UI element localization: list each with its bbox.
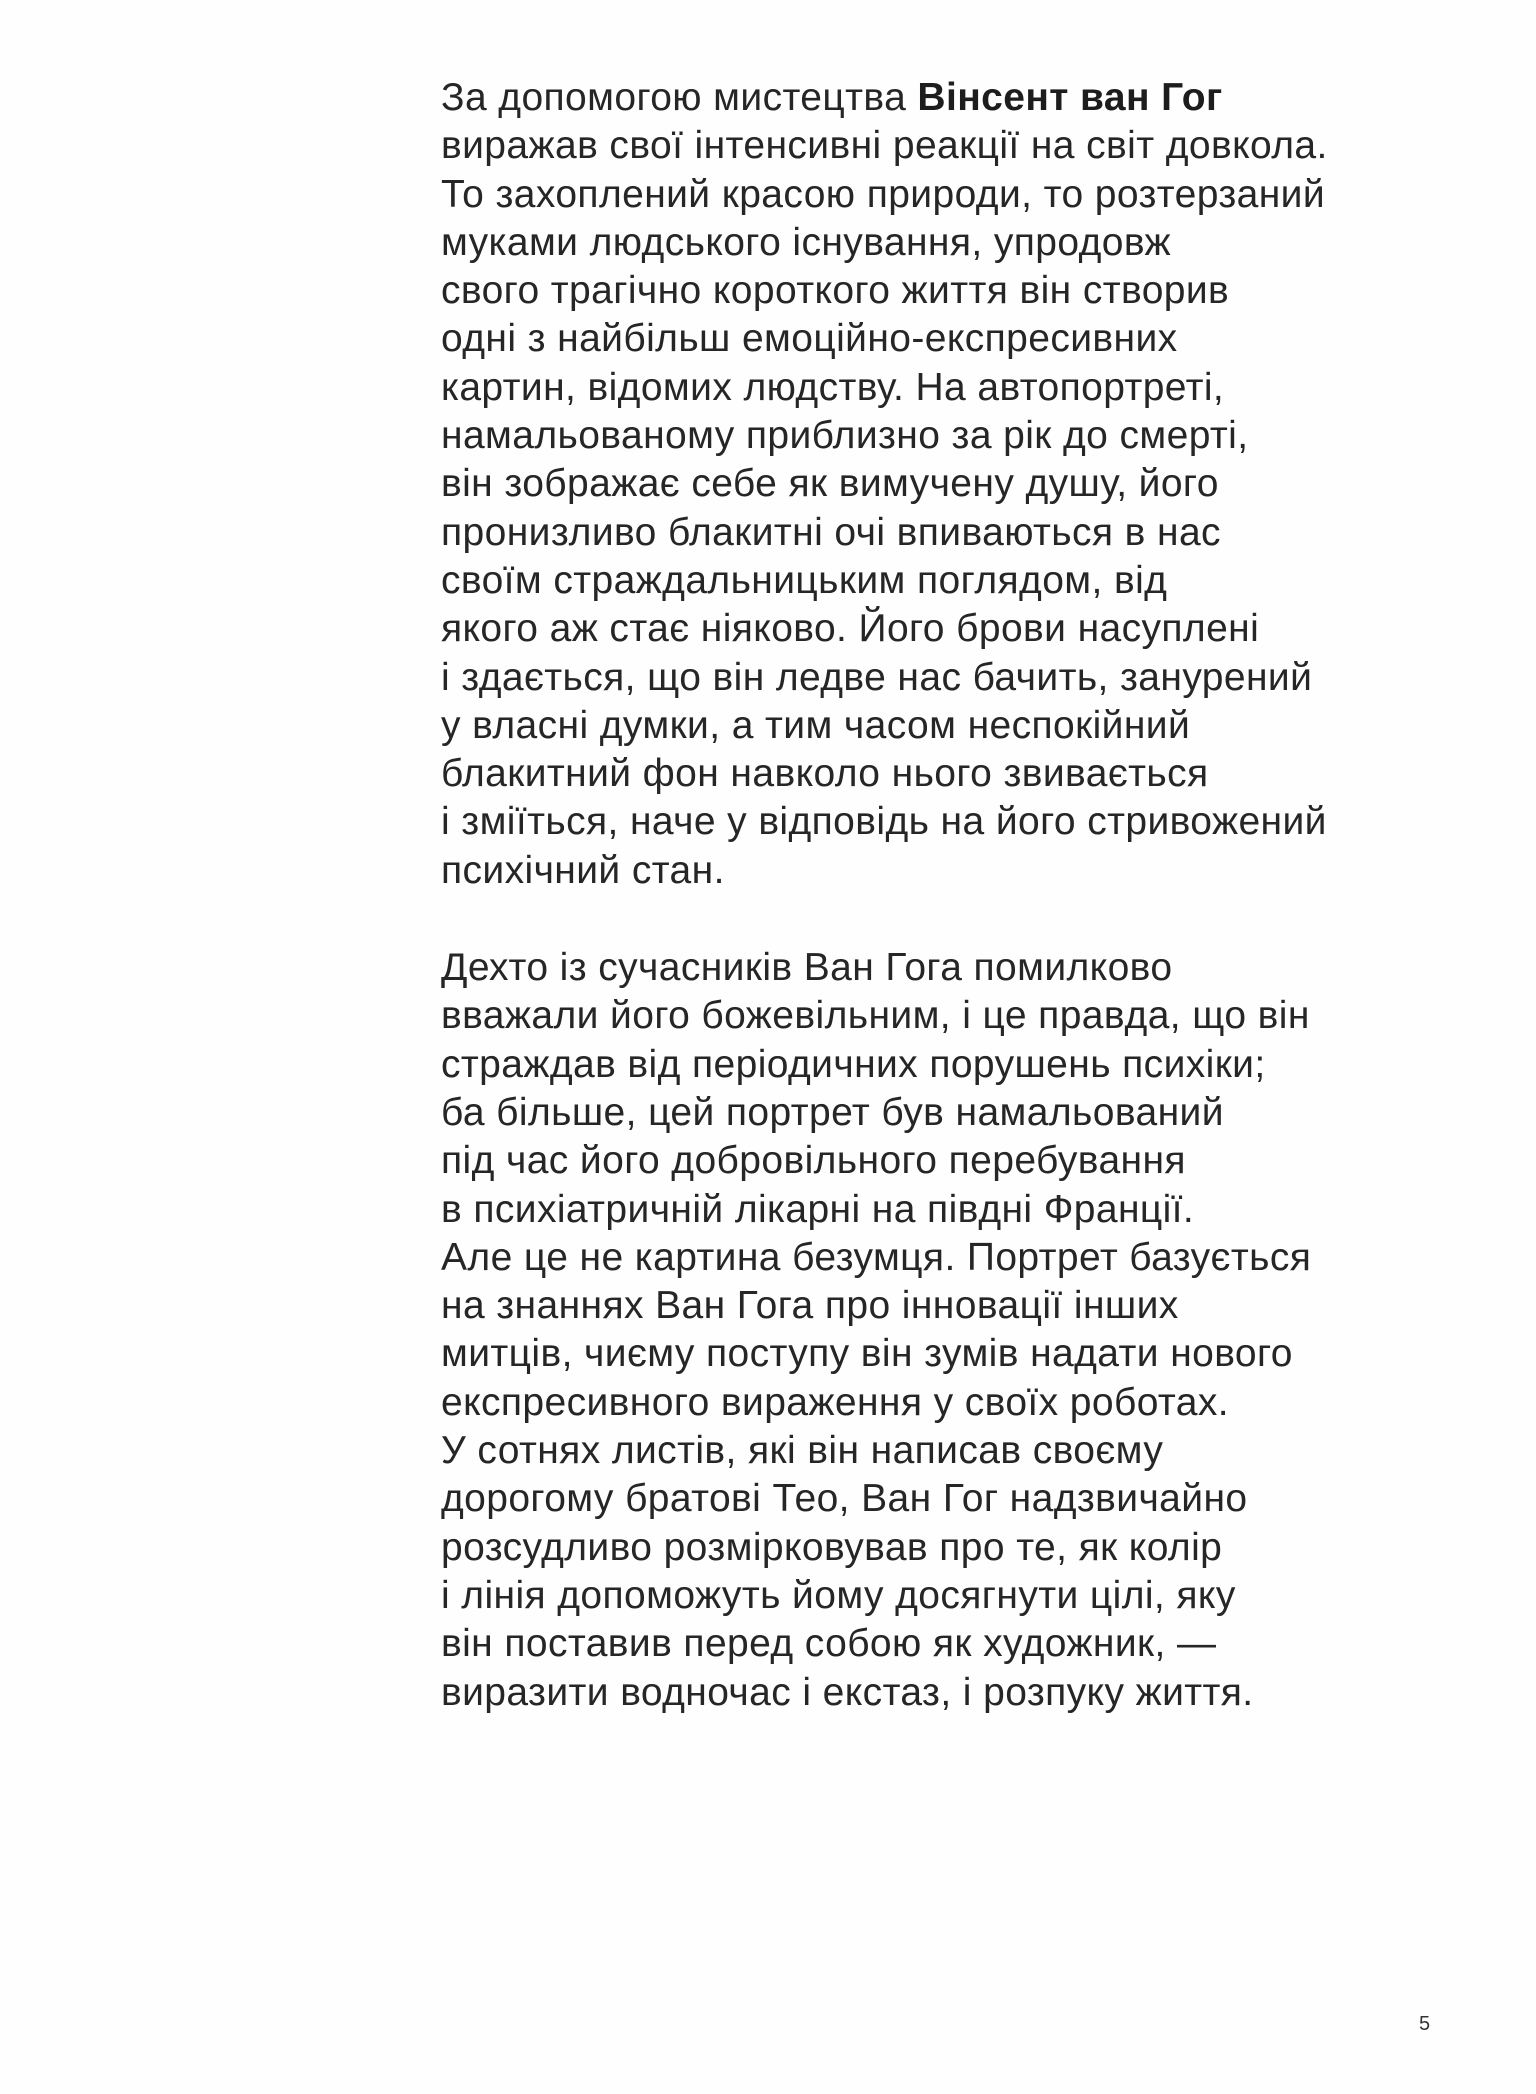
intro-paragraph xyxy=(441,74,1441,895)
body-text xyxy=(441,74,1441,1717)
intro-body: виражав свої інтенсивні реакції на світ довкола. То захоплений красою природи, то розтерзаний муками людського існування, упродовж свого трагічно короткого життя він створив одні з найбільш емоційно-експресивних картин, відомих людству. На автопортреті, намальованому приблизно за рік до смерті, він зображає себе як вимучену душу, його пронизливо блакитні очі впиваються в нас своїм страждальницьким поглядом, від якого аж стає ніяково. Його брови насуплені і здається, що він ледве нас бачить, занурений у власні думки, а тим часом неспокійний блакитний фон навколо нього звивається і зміїться, наче у відповідь на його стривожений психічний стан. xyxy=(441,124,1328,892)
artist-name: Вінсент ван Гог xyxy=(917,76,1223,119)
page-number: 5 xyxy=(1419,2013,1431,2035)
second-paragraph: Дехто із сучасників Ван Гога помилково вважали його божевільним, і це правда, що він страждав від періодичних порушень психіки; ба більше, цей портрет був намальований під час його добровільного перебування в психіатричній лікарні на півдні Франції. Але це не картина безумця. Портрет базується на знаннях Ван Гога про інновації інших митців, чиєму поступу він зумів надати нового експресивного вираження у своїх роботах. У сотнях листів, які він написав своєму дорогому братові Тео, Ван Гог надзвичайно розсудливо розмірковував про те, як колір і лінія допоможуть йому досягнути цілі, яку він поставив перед собою як художник, — виразити водночас і екстаз, і розпуку життя. xyxy=(441,946,1312,1714)
intro-lead: За допомогою мистецтва xyxy=(441,76,918,119)
